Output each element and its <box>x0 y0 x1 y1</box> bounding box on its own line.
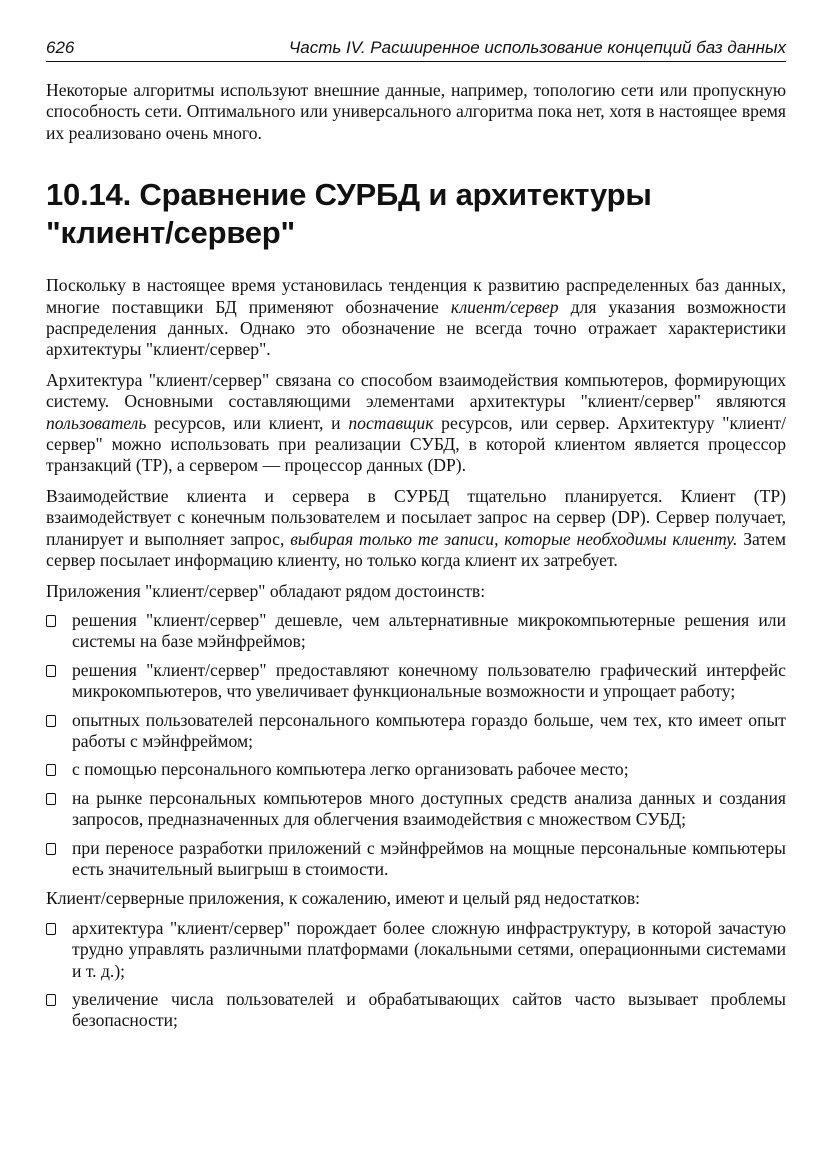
checkbox-bullet-icon <box>46 615 56 627</box>
paragraph-1: Поскольку в настоящее время установилась тенденция к развитию распределенных баз данных, многие поставщики БД применяют обозначение клиент/сервер для указания возможности распределения данных. Однако это обозначение не всегда точно отражает характеристики архитектуры "клиент/сервер". <box>46 275 787 360</box>
term-user: пользователь <box>46 412 147 433</box>
intro-paragraph: Некоторые алгоритмы используют внешние данные, например, топологию сети или пропускную способность сети. Оптимального или универсального алгоритма пока нет, хотя в настоящее время их реализовано очень много. <box>46 80 786 143</box>
list-item: решения "клиент/сервер" дешевле, чем альтернативные микрокомпьютерные решения или системы на базе мэйнфреймов; <box>46 610 786 653</box>
list-item: увеличение числа пользователей и обрабатывающих сайтов часто вызывает проблемы безопасности; <box>46 989 786 1032</box>
disadvantages-lead: Клиент/серверные приложения, к сожалению, имеют и целый ряд недостатков: <box>46 888 641 909</box>
emphasis-selection: выбирая только те записи, которые необходимы клиенту. <box>290 528 738 549</box>
book-page <box>46 38 786 1040</box>
paragraph-2: Архитектура "клиент/сервер" связана со способом взаимодействия компьютеров, формирующих систему. Основными составляющими элементами архитектуры "клиент/сервер" являются пользователь ресурсов, или клиент, и поставщик ресурсов, или сервер. Архитектуру "клиент/сервер" можно использовать при реализации СУБД, в которой клиентом является процессор транзакций (TP), а сервером — процессор данных (DP). <box>46 369 787 476</box>
advantages-list <box>46 610 786 880</box>
page-number: 626 <box>46 38 75 57</box>
term-provider: поставщик <box>348 412 434 433</box>
list-item: при переносе разработки приложений с мэйнфреймов на мощные персональные компьютеры есть значительный выигрыш в стоимости. <box>46 838 786 881</box>
checkbox-bullet-icon <box>46 843 56 855</box>
list-item: решения "клиент/сервер" предоставляют конечному пользователю графический интерфейс микрокомпьютеров, что увеличивает функциональные возможности и упрощает работу; <box>46 660 786 703</box>
checkbox-bullet-icon <box>46 665 56 677</box>
checkbox-bullet-icon <box>46 793 56 805</box>
checkbox-bullet-icon <box>46 923 56 935</box>
section-title: 10.14. Сравнение СУРБД и архитектуры "клиент/сервер" <box>46 177 652 251</box>
list-item: архитектура "клиент/сервер" порождает более сложную инфраструктуру, в которой зачастую трудно управлять различными платформами (локальными сетями, операционными системами и т. д.); <box>46 918 786 982</box>
checkbox-bullet-icon <box>46 715 56 727</box>
list-item: с помощью персонального компьютера легко организовать рабочее место; <box>46 759 786 780</box>
list-item: на рынке персональных компьютеров много доступных средств анализа данных и создания запросов, предназначенных для облегчения взаимодействия с множеством СУБД; <box>46 788 786 831</box>
checkbox-bullet-icon <box>46 764 56 776</box>
running-title: Часть IV. Расширенное использование концепций баз данных <box>288 38 786 57</box>
advantages-lead: Приложения "клиент/сервер" обладают рядом достоинств: <box>46 580 486 601</box>
paragraph-3: Взаимодействие клиента и сервера в СУРБД тщательно планируется. Клиент (TP) взаимодействует с конечным пользователем и посылает запрос на сервер (DP). Сервер получает, планирует и выполняет запрос, выбирая только те записи, которые необходимы клиенту. Затем сервер посылает информацию клиенту, но только когда клиент их затребует. <box>46 485 786 571</box>
list-item: опытных пользователей персонального компьютера гораздо больше, чем тех, кто имеет опыт работы с мэйнфреймом; <box>46 710 786 753</box>
term-client-server: клиент/сервер <box>450 296 559 317</box>
disadvantages-list <box>46 918 786 1032</box>
checkbox-bullet-icon <box>46 994 56 1006</box>
running-header <box>46 38 786 62</box>
